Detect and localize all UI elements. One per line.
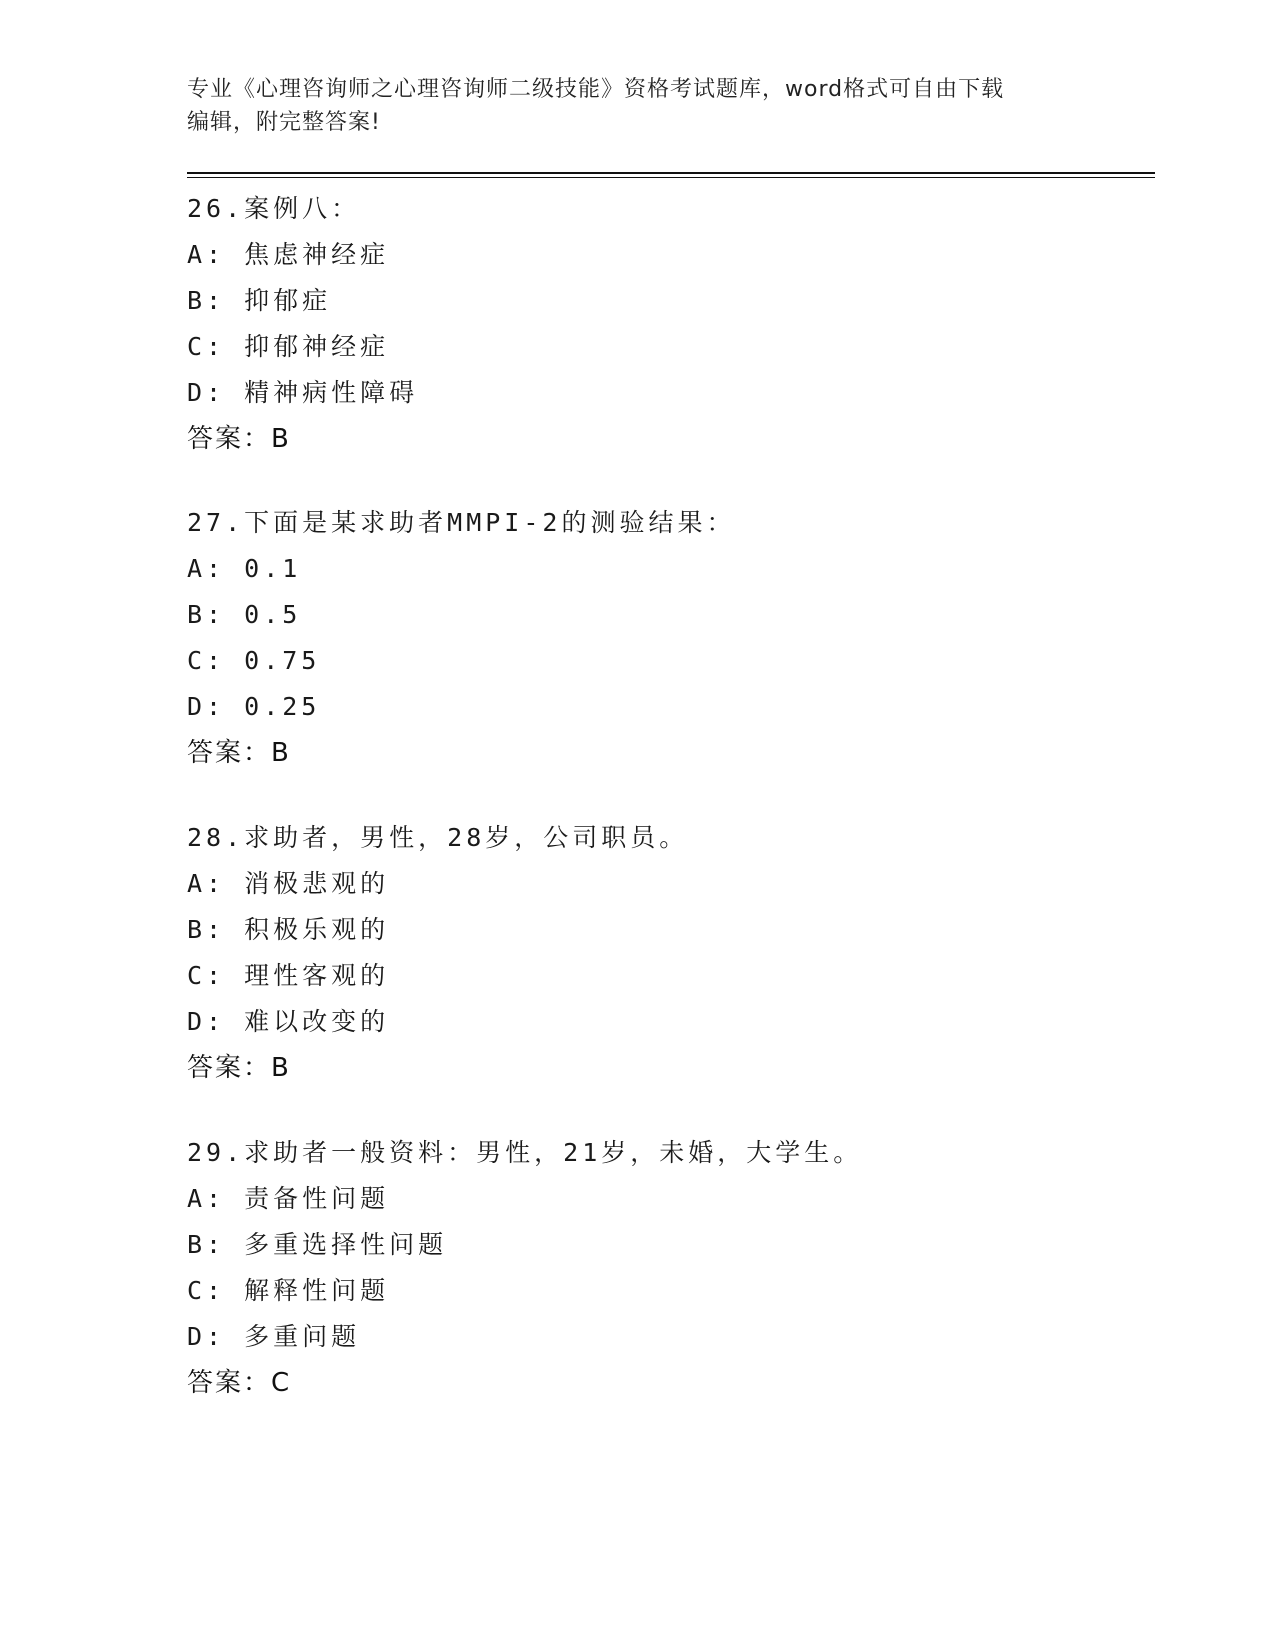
document-header: [187, 73, 1087, 139]
header-divider-thin: [187, 177, 1155, 178]
answer: 答案：B: [187, 1053, 291, 1083]
header-line-2: 编辑，附完整答案!: [187, 110, 381, 135]
option-b: B: 0.5: [187, 600, 302, 629]
option-b: B: 积极乐观的: [187, 915, 390, 944]
header-divider-thick: [187, 172, 1155, 174]
question-stem: 29.求助者一般资料：男性，21岁，未婚，大学生。: [187, 1138, 863, 1167]
answer: 答案：C: [187, 1368, 292, 1398]
question-stem: 27.下面是某求助者MMPI-2的测验结果：: [187, 508, 736, 537]
option-d: D: 多重问题: [187, 1322, 361, 1351]
question-26: [187, 186, 1127, 462]
option-d: D: 精神病性障碍: [187, 378, 419, 407]
option-c: C: 0.75: [187, 646, 321, 675]
question-28: [187, 815, 1127, 1091]
question-29: [187, 1130, 1127, 1406]
option-b: B: 抑郁症: [187, 286, 332, 315]
option-a: A: 0.1: [187, 554, 302, 583]
question-stem: 26.案例八：: [187, 194, 361, 223]
option-c: C: 解释性问题: [187, 1276, 390, 1305]
answer: 答案：B: [187, 738, 291, 768]
option-d: D: 0.25: [187, 692, 321, 721]
option-b: B: 多重选择性问题: [187, 1230, 448, 1259]
question-stem: 28.求助者，男性，28岁，公司职员。: [187, 823, 689, 852]
option-c: C: 理性客观的: [187, 961, 390, 990]
option-c: C: 抑郁神经症: [187, 332, 390, 361]
answer: 答案：B: [187, 424, 291, 454]
option-a: A: 消极悲观的: [187, 869, 390, 898]
option-d: D: 难以改变的: [187, 1007, 390, 1036]
option-a: A: 责备性问题: [187, 1184, 390, 1213]
option-a: A: 焦虑神经症: [187, 240, 390, 269]
question-27: [187, 500, 1127, 776]
header-line-1: 专业《心理咨询师之心理咨询师二级技能》资格考试题库，word格式可自由下载: [187, 77, 1005, 102]
